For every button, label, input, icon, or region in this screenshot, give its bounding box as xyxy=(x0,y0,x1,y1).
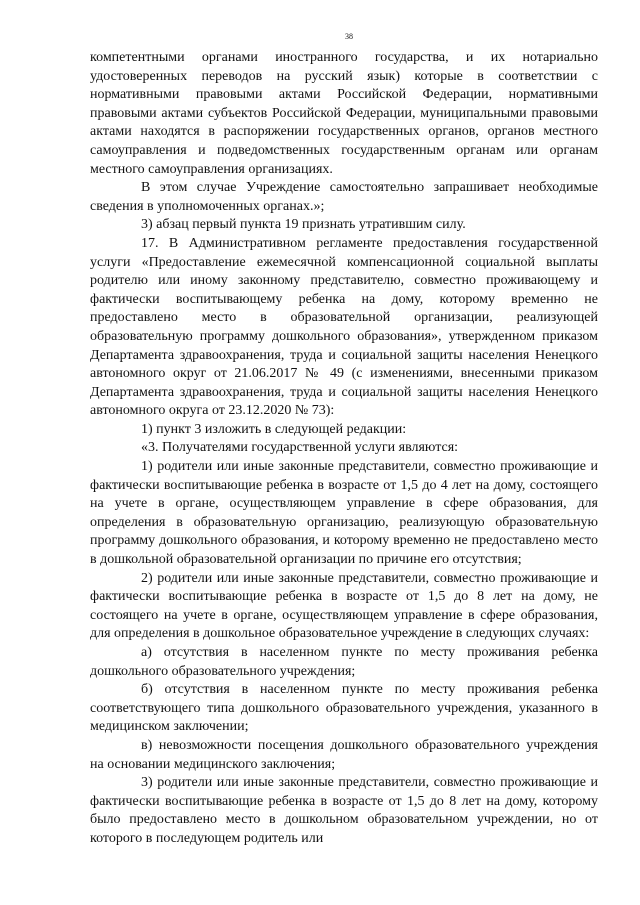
paragraph: 17. В Административном регламенте предоставления государственной услуги «Предоставление ежемесячной компенсационной социальной выплаты родителю или иному законному представителю, совместно проживающему и фактически воспитывающему ребенка на дому, которому временно не предоставлено место в образовательной организации, реализующей образовательную программу дошкольного образования», утвержденном приказом Департамента здравоохранения, труда и социальной защиты населения Ненецкого автономного округ от 21.06.2017 № 49 (с изменениями, внесенными приказом Департамента здравоохранения, труда и социальной защиты населения Ненецкого автономного округа от 23.12.2020 № 73): xyxy=(90,235,598,419)
paragraph: «3. Получателями государственной услуги являются: xyxy=(141,440,459,456)
paragraph: В этом случае Учреждение самостоятельно запрашивает необходимые сведения в уполномоченных органах.»; xyxy=(90,180,598,214)
paragraph: 1) пункт 3 изложить в следующей редакции: xyxy=(141,421,407,437)
paragraph: 2) родители или иные законные представители, совместно проживающие и фактически воспитывающие ребенка в возрасте от 1,5 до 8 лет на дому, не состоящего на учете в органе, осуществляющем управление в сфере образования, для определения в дошкольное образовательное учреждение в следующих случаях: xyxy=(90,570,598,642)
paragraph: 1) родители или иные законные представители, совместно проживающие и фактически воспитывающие ребенка в возрасте от 1,5 до 4 лет на дому, состоящего на учете в органе, осуществляющем управление в сфере образования, для определения в образовательную организацию, реализующую образовательную программу дошкольного образования, и которому временно не предоставлено место в дошкольной образовательной организации по причине его отсутствия; xyxy=(90,459,598,568)
page-number: 38 xyxy=(345,32,353,41)
paragraph: компетентными органами иностранного государства, и их нотариально удостоверенных переводов на русский язык) которые в соответствии с нормативными правовыми актами Российской Федерации, нормативными правовыми актами субъектов Российской Федерации, муниципальными правовыми актами находятся в распоряжении государственных органов, органов местного самоуправления и подведомственных государственным органам или органам местного самоуправления организациях. xyxy=(90,50,598,177)
paragraph: 3) абзац первый пункта 19 признать утратившим силу. xyxy=(141,217,466,233)
paragraph: в) невозможности посещения дошкольного образовательного учреждения на основании медицинского заключения; xyxy=(90,737,598,772)
paragraph: 3) родители или иные законные представители, совместно проживающие и фактически воспитывающие ребенка в возрасте от 1,5 до 8 лет на дому, которому было предоставлено место в дошкольном образовательном учреждении, но от которого в последующем родитель или xyxy=(90,775,598,846)
paragraph: а) отсутствия в населенном пункте по месту проживания ребенка дошкольного образовательного учреждения; xyxy=(90,645,598,679)
document-body xyxy=(90,49,598,849)
paragraph: б) отсутствия в населенном пункте по месту проживания ребенка соответствующего типа дошкольного образовательного учреждения, указанного в медицинском заключении; xyxy=(90,682,598,735)
